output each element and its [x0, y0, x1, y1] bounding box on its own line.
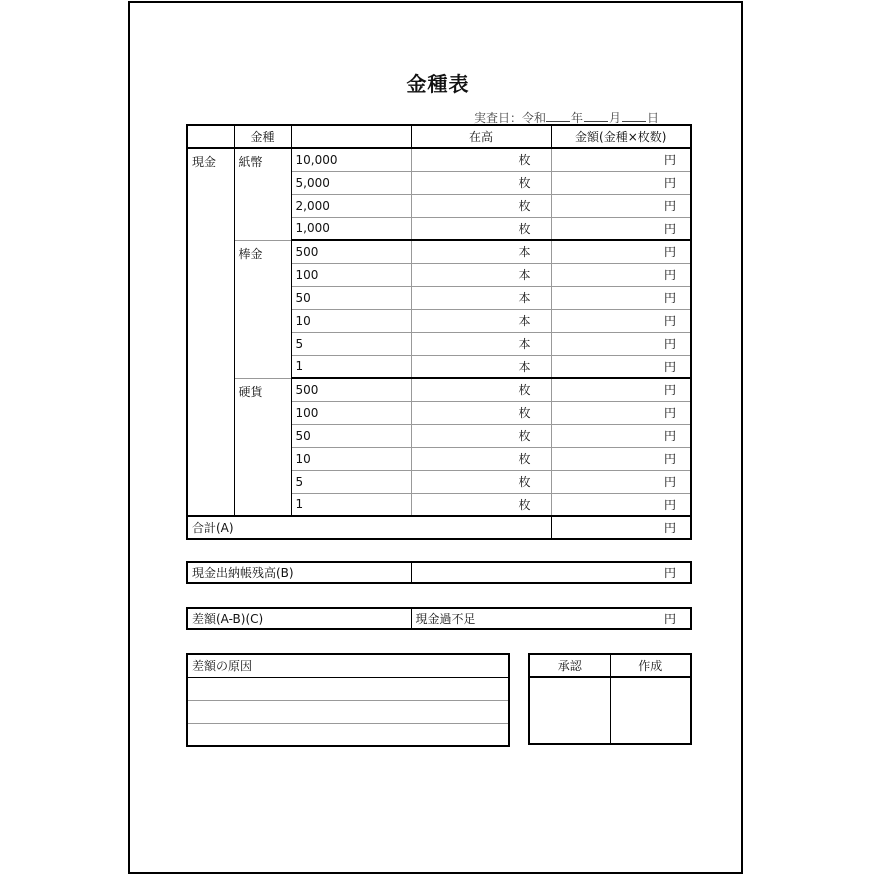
quantity-cell[interactable]: 枚 [411, 378, 551, 401]
denomination-cell: 10,000 [291, 148, 411, 171]
approve-header: 承認 [529, 654, 610, 677]
denomination-cell: 1,000 [291, 217, 411, 240]
denomination-cell: 5 [291, 332, 411, 355]
denomination-cell: 10 [291, 447, 411, 470]
amount-cell[interactable]: 円 [551, 401, 691, 424]
amount-cell[interactable]: 円 [551, 470, 691, 493]
group-label-cell: 紙幣 [234, 148, 291, 240]
group-label-cell: 棒金 [234, 240, 291, 378]
difference-label: 差額(A-B)(C) [187, 608, 411, 629]
book-balance-label: 現金出納帳残高(B) [187, 562, 411, 583]
denomination-cell: 50 [291, 424, 411, 447]
difference-row [187, 608, 691, 629]
reason-label: 差額の原因 [187, 654, 509, 677]
reason-line-1[interactable] [187, 677, 509, 700]
amount-cell[interactable]: 円 [551, 309, 691, 332]
amount-cell[interactable]: 円 [551, 286, 691, 309]
header-kind [187, 125, 234, 148]
denomination-table [186, 124, 692, 540]
denomination-cell: 100 [291, 263, 411, 286]
quantity-cell[interactable]: 枚 [411, 424, 551, 447]
denomination-cell: 1 [291, 493, 411, 516]
amount-cell[interactable]: 円 [551, 332, 691, 355]
stamp-box-row [529, 677, 691, 744]
quantity-cell[interactable]: 枚 [411, 171, 551, 194]
date-label: 実査日：令和 [474, 111, 547, 125]
total-label: 合計(A) [187, 516, 551, 539]
denomination-cell: 2,000 [291, 194, 411, 217]
amount-cell[interactable]: 円 [551, 171, 691, 194]
create-stamp-box[interactable] [610, 677, 691, 744]
table-header-row [187, 125, 691, 148]
reason-line [187, 700, 509, 723]
amount-cell[interactable]: 円 [551, 355, 691, 378]
day-blank[interactable] [622, 110, 646, 122]
page-title: 金種表 [406, 72, 470, 96]
total-row [187, 516, 691, 539]
difference-table [186, 607, 692, 630]
quantity-cell[interactable]: 本 [411, 332, 551, 355]
denomination-cell: 5,000 [291, 171, 411, 194]
quantity-cell[interactable]: 本 [411, 263, 551, 286]
denomination-cell: 10 [291, 309, 411, 332]
quantity-cell[interactable]: 本 [411, 309, 551, 332]
quantity-cell[interactable]: 枚 [411, 493, 551, 516]
amount-cell[interactable]: 円 [551, 424, 691, 447]
reason-line [187, 723, 509, 746]
denomination-cell: 500 [291, 378, 411, 401]
quantity-cell[interactable]: 枚 [411, 401, 551, 424]
quantity-cell[interactable]: 枚 [411, 148, 551, 171]
denomination-cell: 500 [291, 240, 411, 263]
create-header: 作成 [610, 654, 691, 677]
amount-cell[interactable]: 円 [551, 378, 691, 401]
header-quantity: 在高 [411, 125, 551, 148]
header-value [291, 125, 411, 148]
group-label-cell: 硬貨 [234, 378, 291, 516]
table-row [187, 378, 691, 401]
amount-cell[interactable]: 円 [551, 148, 691, 171]
denomination-cell: 1 [291, 355, 411, 378]
quantity-cell[interactable]: 本 [411, 355, 551, 378]
denomination-cell: 100 [291, 401, 411, 424]
quantity-cell[interactable]: 本 [411, 240, 551, 263]
amount-cell[interactable]: 円 [551, 240, 691, 263]
difference-yen: 円 [663, 612, 676, 626]
book-balance-row [187, 562, 691, 583]
amount-cell[interactable]: 円 [551, 217, 691, 240]
month-blank[interactable] [584, 110, 608, 122]
header-denomination: 金種 [234, 125, 291, 148]
amount-cell[interactable]: 円 [551, 493, 691, 516]
denomination-cell: 5 [291, 470, 411, 493]
denomination-cell: 50 [291, 286, 411, 309]
table-row [187, 240, 691, 263]
book-balance-table [186, 561, 692, 584]
day-suffix: 日 [647, 111, 660, 125]
month-suffix: 月 [609, 111, 622, 125]
quantity-cell[interactable]: 枚 [411, 217, 551, 240]
quantity-cell[interactable]: 枚 [411, 194, 551, 217]
amount-cell[interactable]: 円 [551, 263, 691, 286]
year-suffix: 年 [571, 111, 584, 125]
table-row [187, 148, 691, 171]
quantity-cell[interactable]: 本 [411, 286, 551, 309]
total-amount-cell[interactable]: 円 [551, 516, 691, 539]
header-amount: 金額(金種×枚数) [551, 125, 691, 148]
amount-cell[interactable]: 円 [551, 447, 691, 470]
stamp-header-row [529, 654, 691, 677]
reason-line-2[interactable] [187, 700, 509, 723]
amount-cell[interactable]: 円 [551, 194, 691, 217]
reason-line [187, 677, 509, 700]
cash-kind-cell: 現金 [187, 148, 234, 516]
difference-reason-table [186, 653, 510, 747]
over-short-label: 現金過不足 [415, 612, 476, 626]
reason-header-row [187, 654, 509, 677]
year-blank[interactable] [546, 110, 570, 122]
quantity-cell[interactable]: 枚 [411, 470, 551, 493]
quantity-cell[interactable]: 枚 [411, 447, 551, 470]
approve-stamp-box[interactable] [529, 677, 610, 744]
difference-amount-cell[interactable] [411, 608, 691, 629]
stamp-table [528, 653, 692, 745]
book-balance-amount-cell[interactable]: 円 [411, 562, 691, 583]
reason-line-3[interactable] [187, 723, 509, 746]
denomination-table-body [187, 148, 691, 516]
